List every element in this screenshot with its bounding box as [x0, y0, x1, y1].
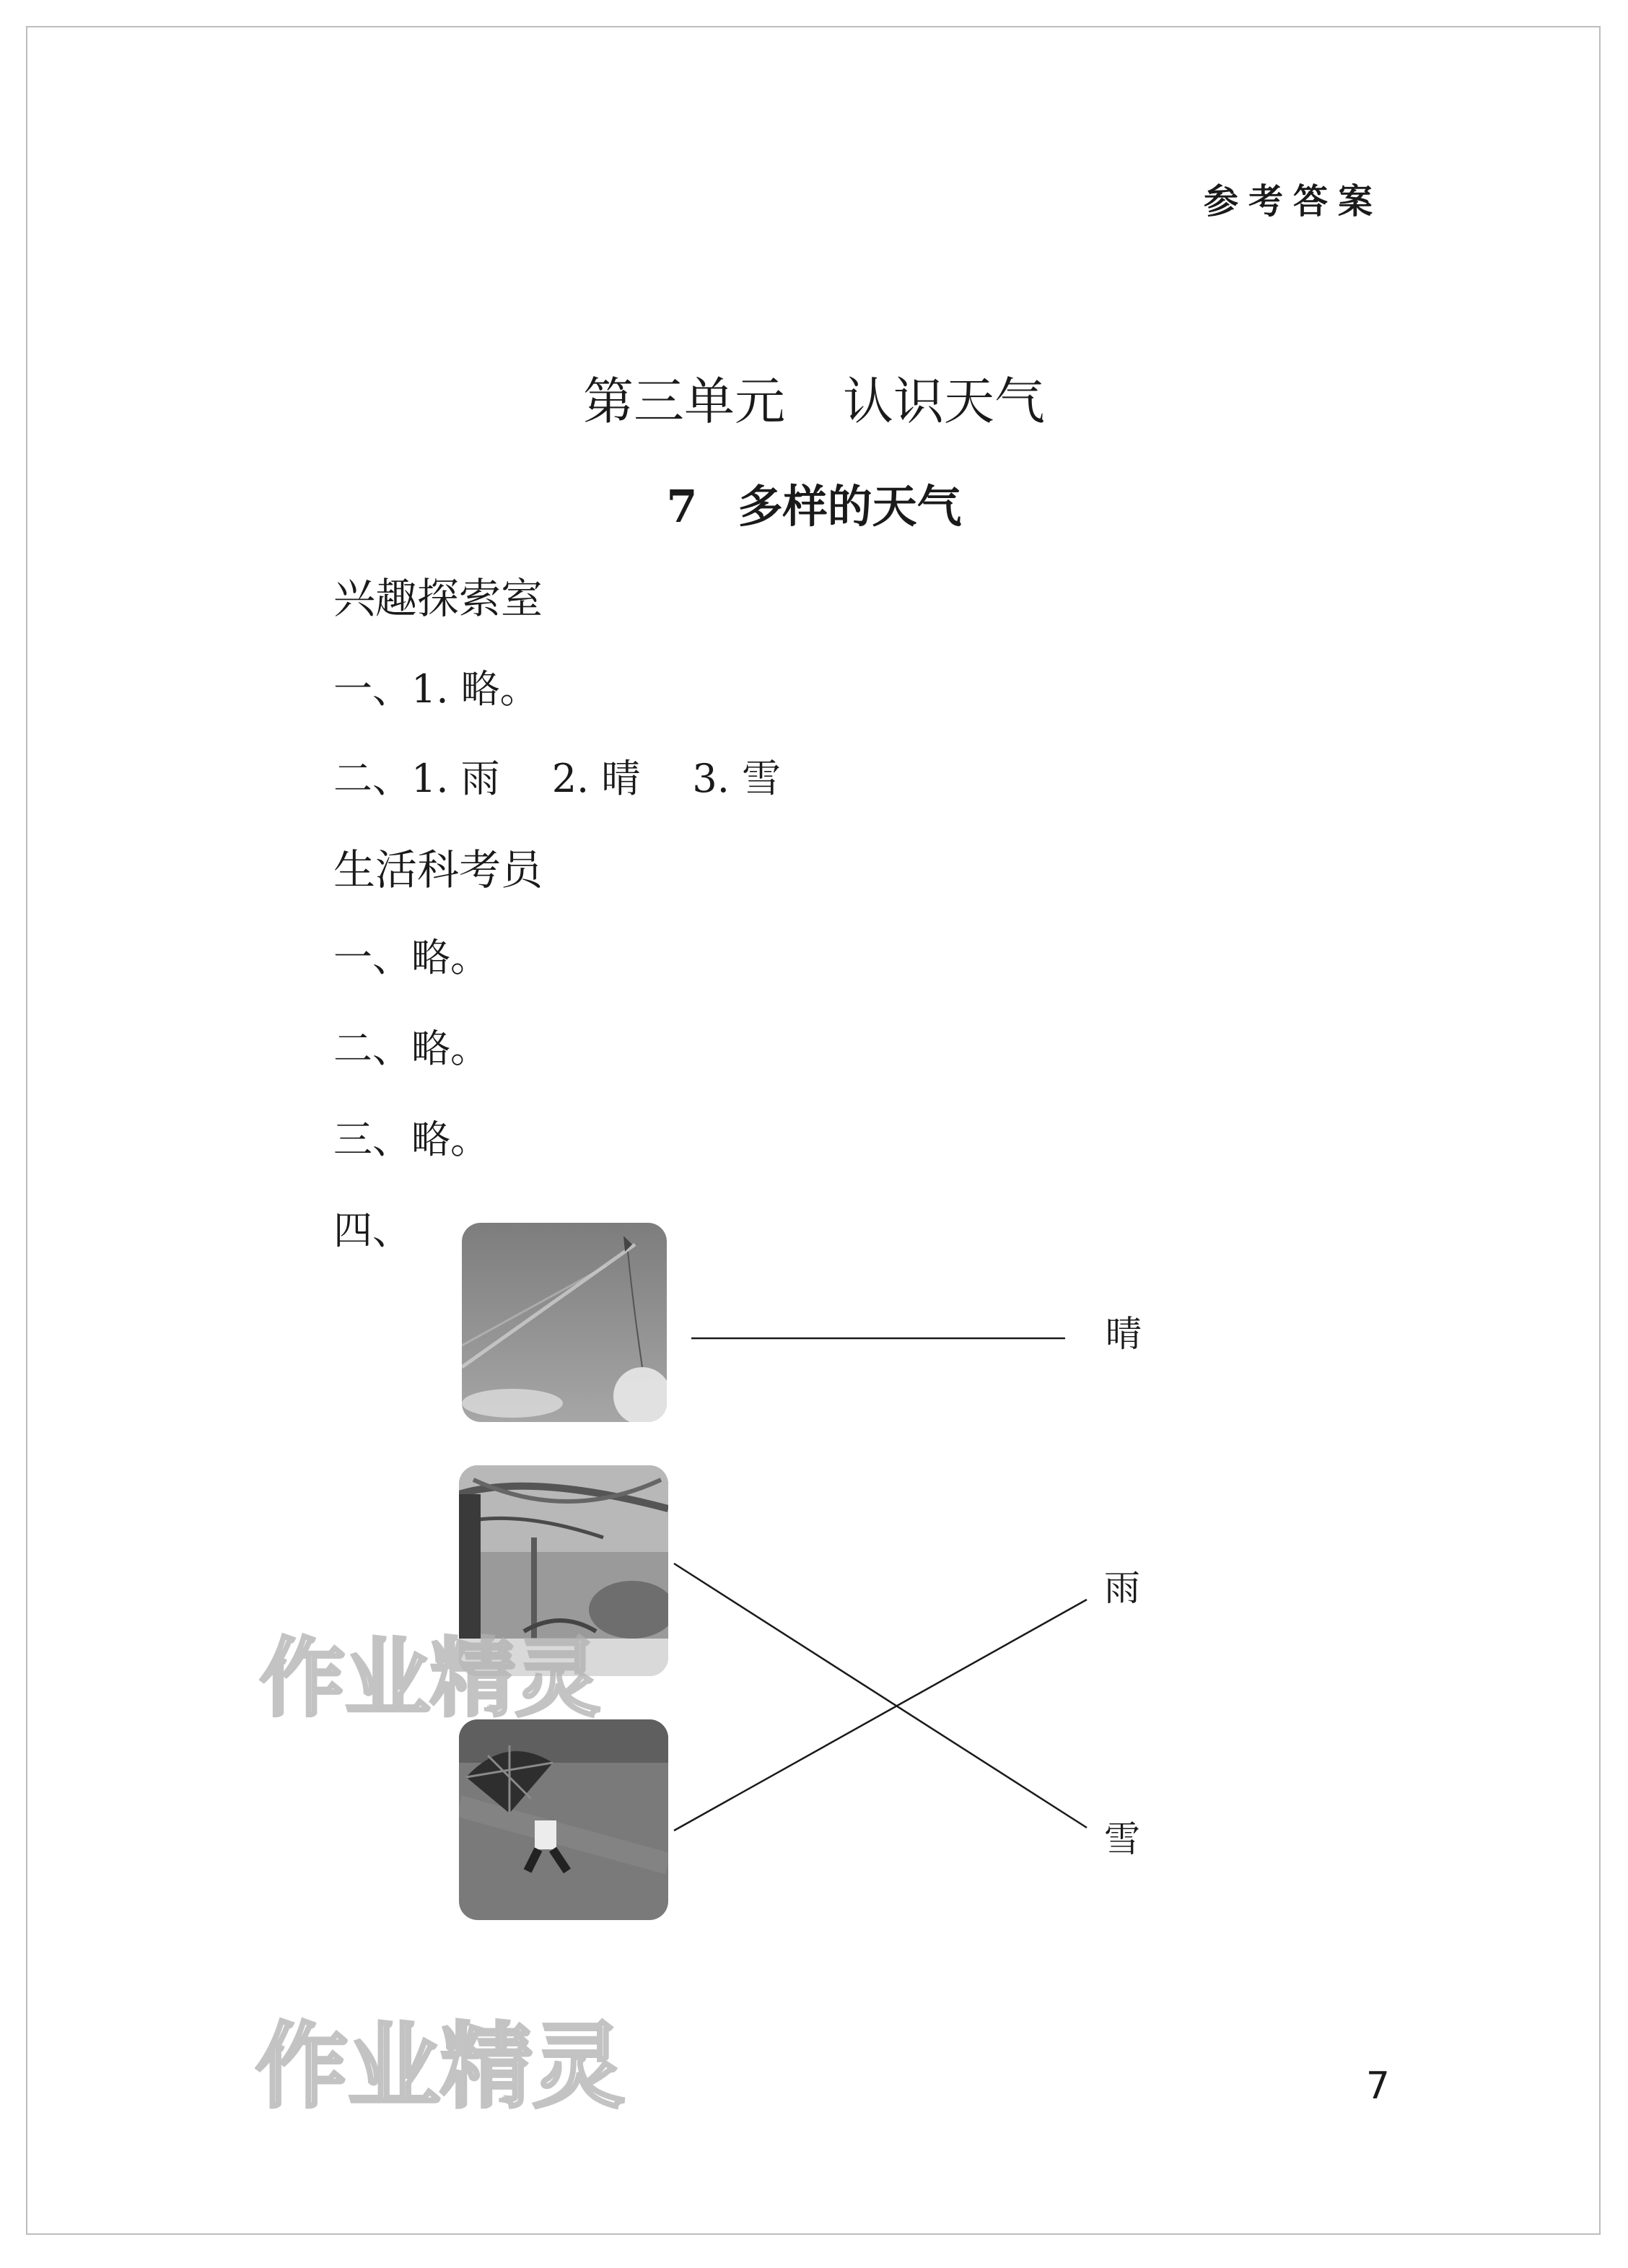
watermark: 作业精灵 [255, 2013, 626, 2121]
weather-label-sunny: 晴 [1106, 1313, 1142, 1355]
lesson-name: 多样的天气 [738, 480, 962, 533]
lesson-number: 7 [666, 480, 698, 533]
match-line-rain [674, 1600, 1087, 1831]
section-title: 兴趣探索室 [333, 574, 543, 623]
unit-name: 认识天气 [843, 372, 1045, 431]
watermark: 作业精灵 [260, 1628, 601, 1728]
page-header: 参考答案 [1203, 181, 1383, 222]
unit-number: 第三单元 [583, 372, 785, 431]
weather-label-rain: 雨 [1104, 1567, 1140, 1609]
weather-label-snow: 雪 [1104, 1818, 1140, 1860]
answer-prefix: 四、 [333, 1208, 411, 1253]
section-title: 生活科考员 [333, 845, 543, 894]
answer-text: 1. 略。 [411, 666, 539, 712]
answer-prefix: 一、 [333, 666, 411, 712]
answer-text: 2. 晴 [551, 756, 641, 801]
answer-text: 3. 雪 [692, 756, 782, 801]
answer-text: 略。 [411, 1026, 489, 1071]
page-number: 7 [1365, 2064, 1390, 2108]
answer-prefix: 二、 [333, 1026, 411, 1071]
answer-prefix: 二、 [333, 756, 411, 801]
answer-text: 略。 [411, 935, 489, 980]
answer-prefix: 一、 [333, 935, 411, 980]
answer-text: 略。 [411, 1117, 489, 1162]
match-line-snow [674, 1563, 1087, 1828]
answer-prefix: 三、 [333, 1117, 411, 1162]
answer-text: 1. 雨 [411, 756, 500, 801]
